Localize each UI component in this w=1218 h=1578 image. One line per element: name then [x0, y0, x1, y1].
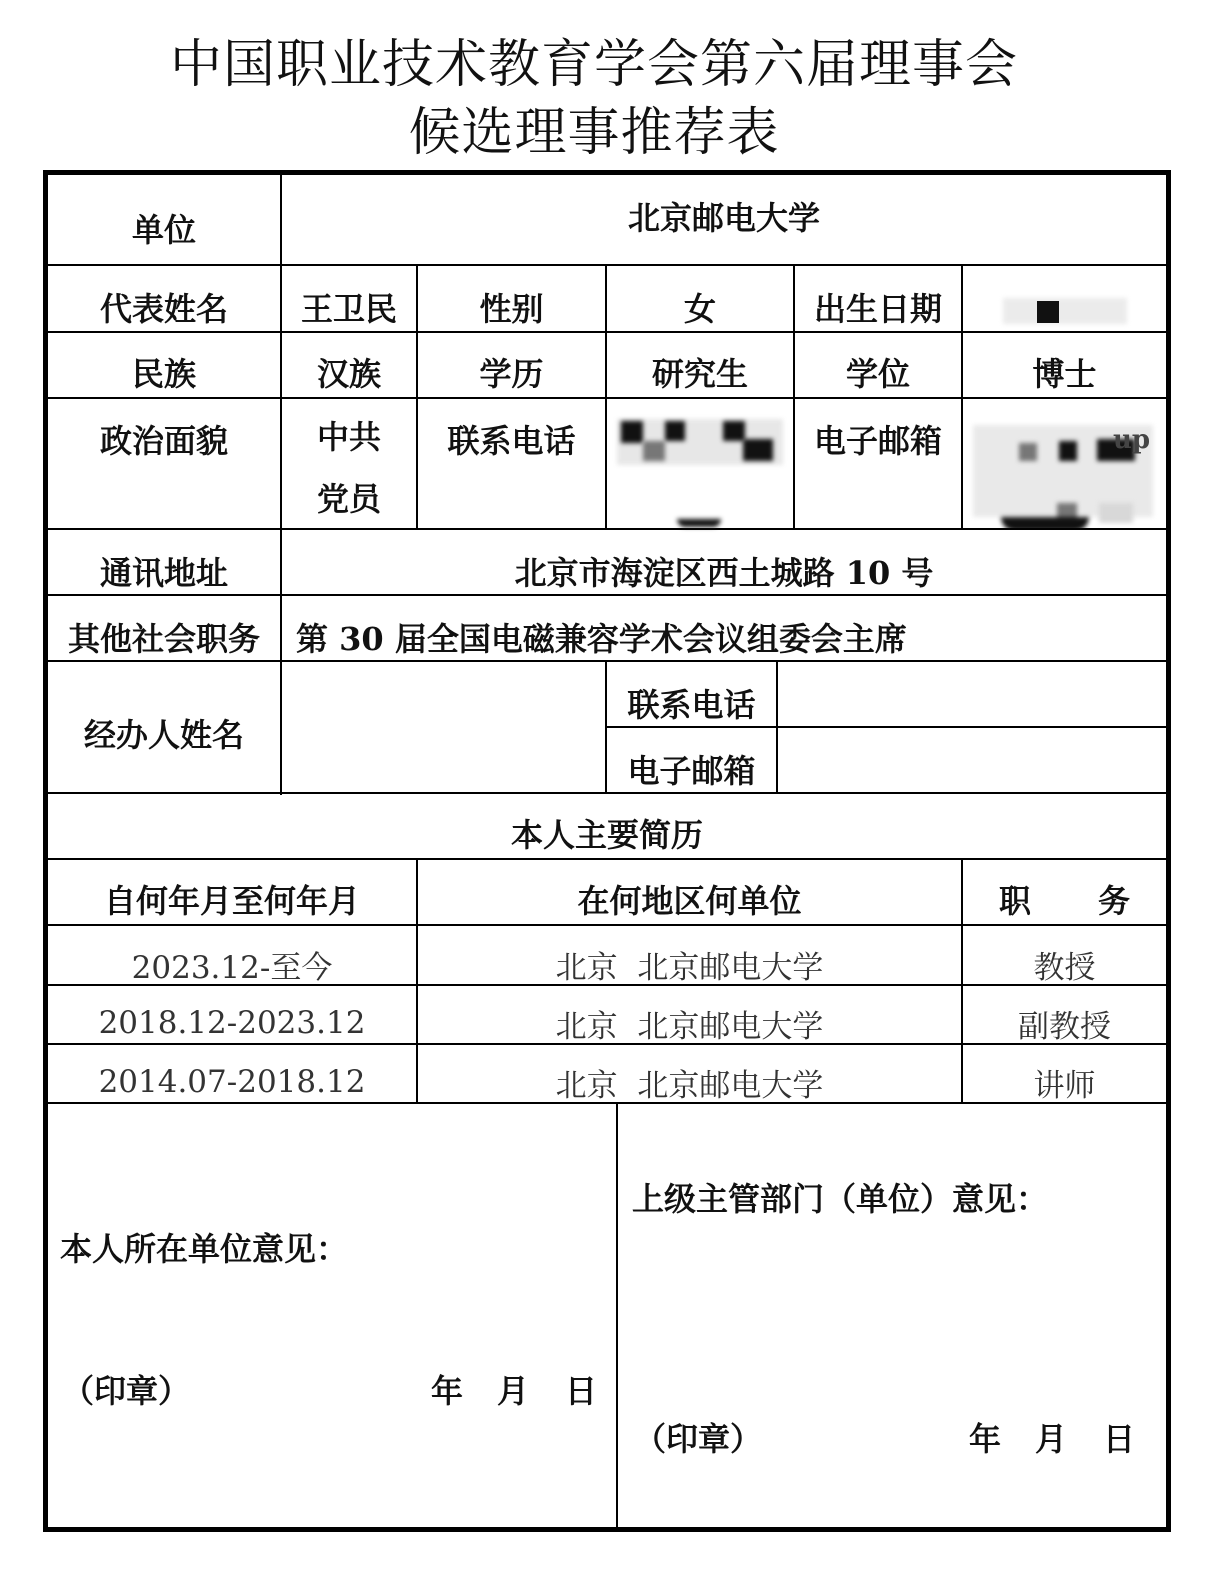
ethnic-label: 民族 [131, 355, 196, 393]
superior-date-day: 日 [1102, 1420, 1135, 1458]
own-unit-seal: （印章） [62, 1372, 191, 1410]
resume-row-1-place: 北京 北京邮电大学 [555, 949, 824, 986]
superior-opinion-label: 上级主管部门（单位）意见： [632, 1180, 1049, 1218]
political-label: 政治面貌 [99, 422, 228, 460]
form-title-line-2: 候选理事推荐表 [408, 103, 780, 163]
own-unit-date-year: 年 [430, 1372, 463, 1410]
unit-label: 单位 [131, 210, 196, 249]
resume-row-3-position: 讲师 [1033, 1067, 1096, 1104]
agent-email-label: 电子邮箱 [627, 752, 756, 790]
birth-label: 出生日期 [813, 290, 942, 328]
resume-row-1-position: 教授 [1033, 949, 1096, 986]
political-value-line-1: 中共 [316, 418, 381, 456]
address-value: 北京市海淀区西土城路 10 号 [514, 554, 934, 592]
resume-row-3-place: 北京 北京邮电大学 [555, 1067, 824, 1104]
degree-value: 博士 [1032, 355, 1097, 393]
resume-row-2-position: 副教授 [1018, 1008, 1111, 1045]
own-unit-opinion-label: 本人所在单位意见： [60, 1230, 349, 1268]
gender-label: 性别 [479, 290, 544, 328]
own-unit-date-day: 日 [564, 1372, 597, 1410]
resume-row-3-period: 2014.07-2018.12 [98, 1064, 366, 1100]
resume-header-position-char-1: 职 [999, 882, 1032, 920]
agent-phone-label: 联系电话 [627, 686, 756, 724]
resume-header-position-char-2: 务 [1097, 882, 1130, 920]
phone-value-redacted [607, 399, 793, 528]
political-value [282, 406, 416, 530]
email-label: 电子邮箱 [813, 422, 942, 460]
email-value-redacted [963, 399, 1166, 528]
resume-header-period: 自何年月至何年月 [103, 882, 360, 920]
resume-row-2-place: 北京 北京邮电大学 [555, 1008, 824, 1045]
superior-seal: （印章） [634, 1420, 763, 1458]
form-title-line-1: 中国职业技术教育学会第六届理事会 [169, 35, 1018, 95]
phone-label: 联系电话 [447, 422, 576, 460]
other-duty-value: 第 30 届全国电磁兼容学术会议组委会主席 [296, 620, 907, 658]
name-label: 代表姓名 [99, 290, 228, 328]
political-value-line-2: 党员 [316, 480, 381, 518]
resume-row-1-period: 2023.12-至今 [131, 949, 333, 986]
education-value: 研究生 [651, 355, 748, 393]
column-divider [776, 660, 778, 794]
column-divider [616, 1102, 618, 1527]
email-partial-text: up [1113, 425, 1151, 455]
address-label: 通讯地址 [99, 554, 228, 592]
resume-row-2-period: 2018.12-2023.12 [98, 1005, 366, 1041]
resume-header-position [963, 866, 1166, 932]
superior-date-month: 月 [1034, 1420, 1067, 1458]
degree-label: 学位 [845, 355, 910, 393]
resume-header-place: 在何地区何单位 [577, 882, 802, 920]
row-divider [48, 528, 1166, 530]
own-unit-date-month: 月 [496, 1372, 529, 1410]
unit-value: 北京邮电大学 [627, 199, 820, 237]
gender-value: 女 [683, 290, 716, 328]
superior-date-year: 年 [968, 1420, 1001, 1458]
resume-title: 本人主要简历 [510, 816, 703, 854]
ethnic-value: 汉族 [316, 355, 381, 393]
name-value: 王卫民 [300, 290, 397, 328]
education-label: 学历 [479, 355, 544, 393]
birth-value-redacted [963, 266, 1166, 331]
agent-name-label: 经办人姓名 [83, 716, 244, 754]
other-duty-label: 其他社会职务 [67, 620, 260, 658]
